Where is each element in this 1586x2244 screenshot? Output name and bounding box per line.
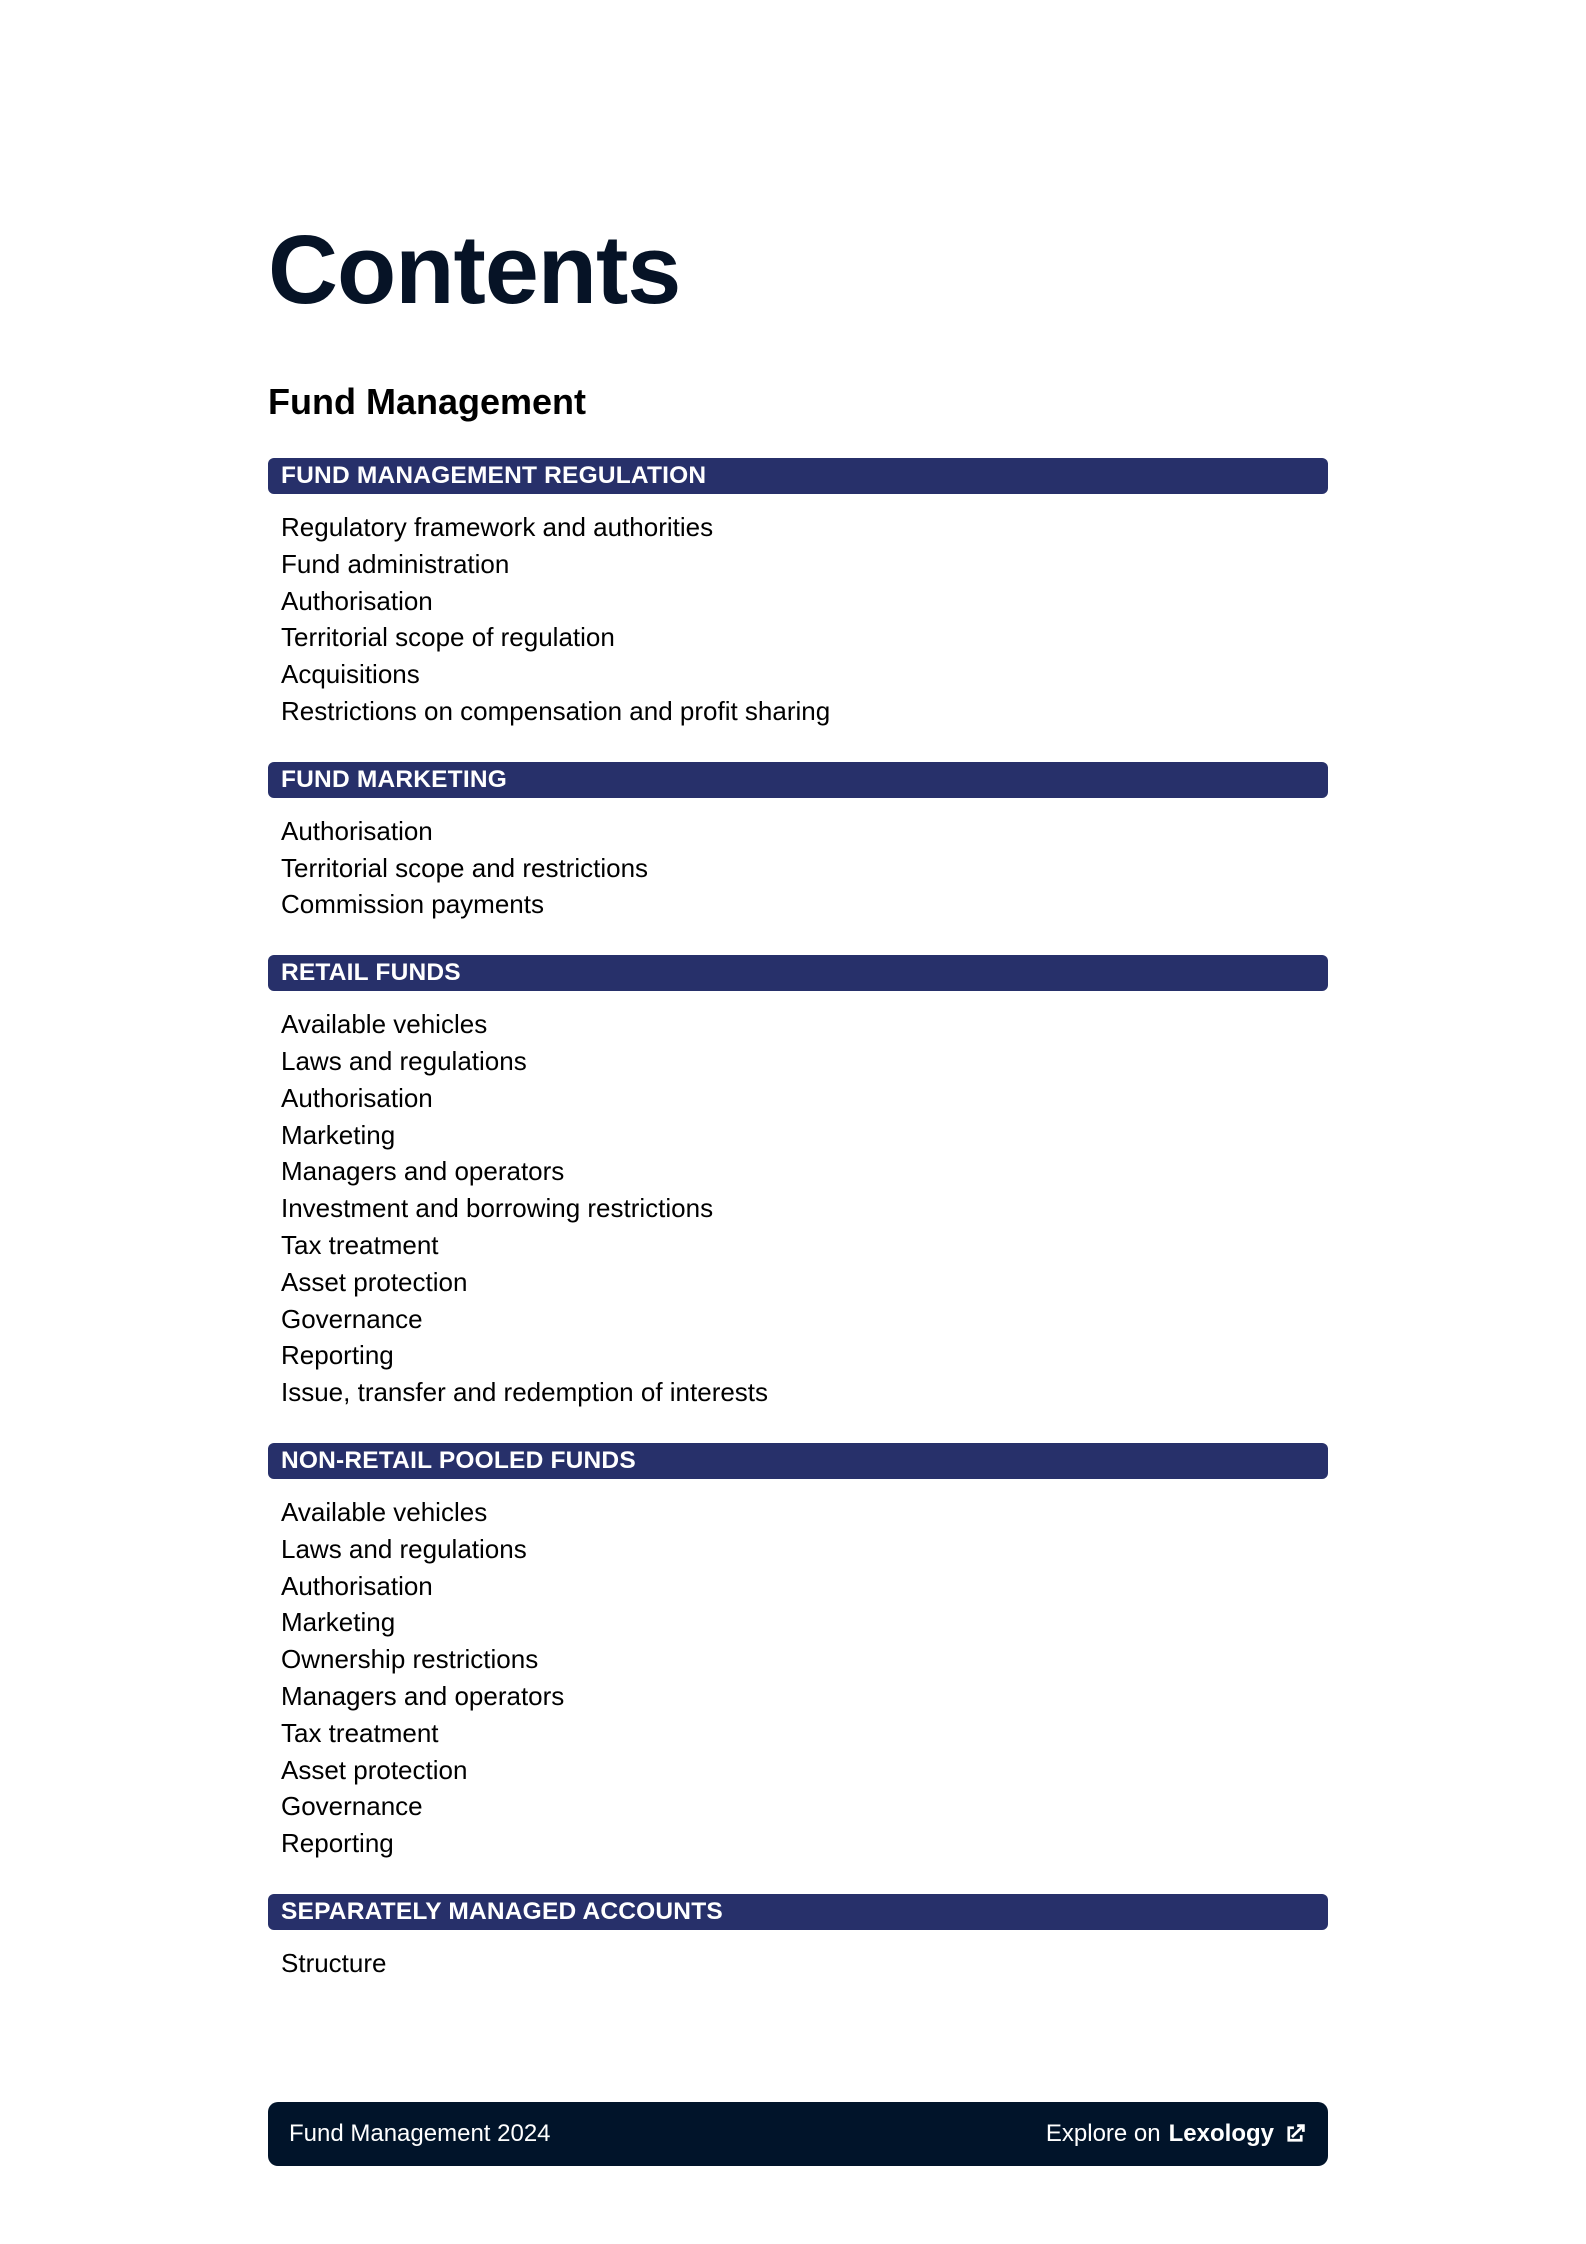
contents-item[interactable]: Reporting — [281, 1340, 394, 1371]
contents-item[interactable]: Tax treatment — [281, 1717, 439, 1748]
explore-on-lexology-link[interactable] — [1046, 2102, 1308, 2166]
contents-item[interactable]: Authorisation — [281, 1082, 433, 1113]
contents-item[interactable]: Asset protection — [281, 1754, 468, 1785]
footer-publication-title: Fund Management 2024 — [289, 2120, 551, 2147]
contents-item[interactable]: Available vehicles — [281, 1496, 488, 1527]
contents-item[interactable]: Governance — [281, 1303, 423, 1334]
lexology-brand: Lexology — [1168, 2120, 1274, 2147]
contents-item[interactable]: Marketing — [281, 1607, 396, 1638]
contents-item[interactable]: Managers and operators — [281, 1156, 565, 1187]
contents-item[interactable]: Ownership restrictions — [281, 1644, 539, 1675]
section-header[interactable]: FUND MARKETING — [268, 762, 1328, 798]
contents-item[interactable]: Restrictions on compensation and profit sharing — [281, 695, 831, 726]
contents-item[interactable]: Authorisation — [281, 815, 433, 846]
contents-item[interactable]: Tax treatment — [281, 1229, 439, 1260]
contents-section — [268, 1894, 1328, 1982]
contents-item[interactable]: Territorial scope of regulation — [281, 622, 615, 653]
contents-item[interactable]: Asset protection — [281, 1266, 468, 1297]
section-item-list — [268, 1479, 1328, 1862]
external-link-icon — [1282, 2121, 1308, 2147]
contents-item[interactable]: Investment and borrowing restrictions — [281, 1193, 714, 1224]
page-subtitle: Fund Management — [268, 381, 587, 422]
contents-item[interactable]: Available vehicles — [281, 1009, 488, 1040]
contents-section — [268, 1443, 1328, 1862]
section-item-list — [268, 991, 1328, 1411]
contents-sections — [268, 458, 1328, 2014]
contents-item[interactable]: Laws and regulations — [281, 1045, 527, 1076]
footer-bar — [268, 2102, 1328, 2166]
contents-section — [268, 955, 1328, 1411]
contents-item[interactable]: Acquisitions — [281, 659, 420, 690]
section-header[interactable]: SEPARATELY MANAGED ACCOUNTS — [268, 1894, 1328, 1930]
contents-item[interactable]: Regulatory framework and authorities — [281, 512, 714, 542]
page-title: Contents — [268, 215, 681, 324]
section-header[interactable]: NON-RETAIL POOLED FUNDS — [268, 1443, 1328, 1479]
section-header[interactable]: FUND MANAGEMENT REGULATION — [268, 458, 1328, 494]
contents-item[interactable]: Reporting — [281, 1828, 394, 1859]
contents-item[interactable]: Territorial scope and restrictions — [281, 852, 649, 883]
contents-item[interactable]: Commission payments — [281, 889, 544, 920]
contents-item[interactable]: Governance — [281, 1791, 423, 1822]
section-item-list — [268, 494, 1328, 730]
section-header[interactable]: RETAIL FUNDS — [268, 955, 1328, 991]
contents-item[interactable]: Marketing — [281, 1119, 396, 1150]
explore-label: Explore on — [1045, 2120, 1161, 2147]
contents-item[interactable]: Authorisation — [281, 1570, 433, 1601]
section-item-list — [268, 1930, 1328, 1982]
contents-item[interactable]: Laws and regulations — [281, 1533, 527, 1564]
contents-item[interactable]: Structure — [281, 1947, 387, 1978]
contents-item[interactable]: Authorisation — [281, 585, 433, 616]
section-item-list — [268, 798, 1328, 923]
contents-item[interactable]: Fund administration — [281, 548, 510, 579]
contents-section — [268, 762, 1328, 923]
contents-item[interactable]: Issue, transfer and redemption of interests — [281, 1377, 769, 1408]
contents-item[interactable]: Managers and operators — [281, 1680, 565, 1711]
contents-section — [268, 458, 1328, 730]
